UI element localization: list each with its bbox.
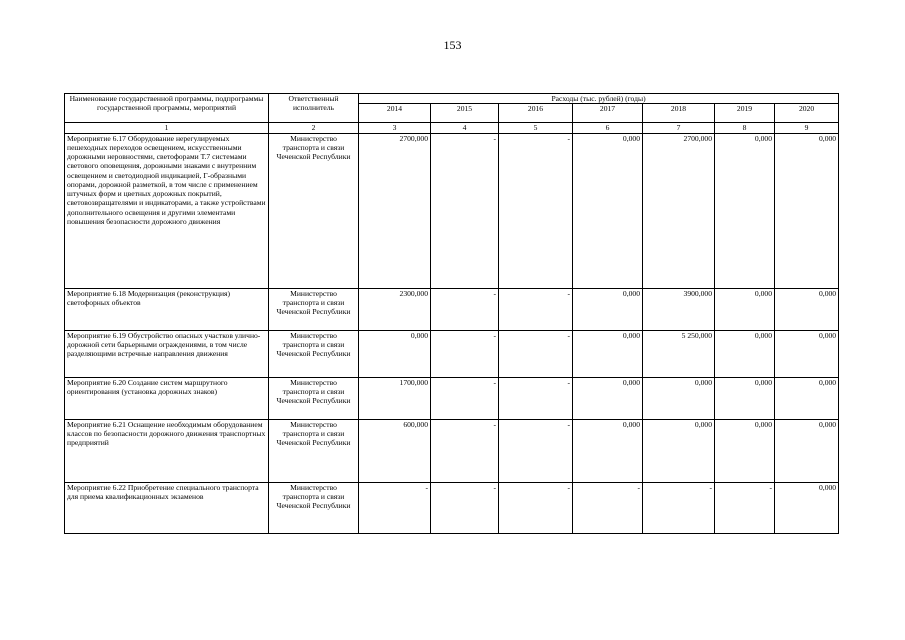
expense-value: 0,000 (775, 482, 839, 533)
expense-value: 0,000 (715, 377, 775, 419)
expense-value: 0,000 (775, 330, 839, 377)
expense-value: - (643, 482, 715, 533)
measure-name: Мероприятие 6.18 Модернизация (реконструкция) светофорных объектов (65, 288, 269, 330)
header-year: 2015 (431, 104, 499, 123)
expense-value: - (499, 377, 573, 419)
measure-executor: Министерство транспорта и связи Чеченской Республики (269, 288, 359, 330)
expense-value: 5 250,000 (643, 330, 715, 377)
expense-value: - (431, 482, 499, 533)
expense-value: - (499, 330, 573, 377)
page-number: 153 (443, 38, 462, 52)
expense-value: 0,000 (775, 288, 839, 330)
measure-executor: Министерство транспорта и связи Чеченской Республики (269, 377, 359, 419)
column-number: 8 (715, 123, 775, 133)
measure-executor: Министерство транспорта и связи Чеченской Республики (269, 419, 359, 482)
expense-value: - (431, 288, 499, 330)
header-executor-column: Ответственный исполнитель (269, 94, 359, 123)
measure-executor: Министерство транспорта и связи Чеченской Республики (269, 330, 359, 377)
expense-value: 0,000 (573, 419, 643, 482)
measure-name: Мероприятие 6.17 Оборудование нерегулируемых пешеходных переходов освещением, искусственными дорожными неровностями, светофорами Т.7 системами светового оповещения, дорожными знаками с внутренним освещением и светодиодной индикацией, Г-образными опорами, дорожной разметкой, в том числе с применением штучных форм и цветных дорожных покрытий, световозвращателями и индикаторами, а также устройствами дополнительного освещения и другими элементами повышения безопасности дорожного движения (65, 133, 269, 288)
expense-value: - (431, 377, 499, 419)
table-row (65, 482, 839, 533)
expense-value: 0,000 (715, 133, 775, 288)
column-number: 2 (269, 123, 359, 133)
expense-value: 3900,000 (643, 288, 715, 330)
expense-value: - (499, 419, 573, 482)
header-name-column: Наименование государственной программы, подпрограммы государственной программы, мероприятий (65, 94, 269, 123)
expense-value: - (573, 482, 643, 533)
expense-value: - (715, 482, 775, 533)
column-number: 7 (643, 123, 715, 133)
measure-name: Мероприятие 6.22 Приобретение специального транспорта для приема квалификационных экзаменов (65, 482, 269, 533)
expense-value: - (431, 330, 499, 377)
column-number: 3 (359, 123, 431, 133)
expense-value: 0,000 (643, 377, 715, 419)
column-number: 1 (65, 123, 269, 133)
expense-value: 2700,000 (643, 133, 715, 288)
expense-value: - (499, 133, 573, 288)
table-row (65, 288, 839, 330)
expense-value: 0,000 (775, 419, 839, 482)
measure-name: Мероприятие 6.21 Оснащение необходимым оборудованием классов по безопасности дорожного движения транспортных предприятий (65, 419, 269, 482)
measure-name: Мероприятие 6.20 Создание систем маршрутного ориентирования (установка дорожных знаков) (65, 377, 269, 419)
header-year: 2016 (499, 104, 573, 123)
table-row (65, 377, 839, 419)
expense-value: - (431, 419, 499, 482)
expense-value: - (499, 482, 573, 533)
column-number: 4 (431, 123, 499, 133)
table-row (65, 330, 839, 377)
column-number: 9 (775, 123, 839, 133)
header-expenses-group: Расходы (тыс. рублей) (годы) (359, 94, 839, 104)
column-number-row (65, 123, 839, 133)
expense-value: 0,000 (573, 377, 643, 419)
measure-executor: Министерство транспорта и связи Чеченской Республики (269, 133, 359, 288)
expense-value: 0,000 (715, 419, 775, 482)
measure-name: Мероприятие 6.19 Обустройство опасных участков улично-дорожной сети барьерными ограждениями, в том числе разделяющими встречные направления движения (65, 330, 269, 377)
expense-value: 2300,000 (359, 288, 431, 330)
header-year: 2018 (643, 104, 715, 123)
expense-value: - (359, 482, 431, 533)
expense-value: 0,000 (775, 133, 839, 288)
expense-value: 0,000 (643, 419, 715, 482)
expense-value: 0,000 (359, 330, 431, 377)
expense-value: 0,000 (573, 133, 643, 288)
expense-value: 0,000 (715, 288, 775, 330)
header-year: 2014 (359, 104, 431, 123)
header-year: 2019 (715, 104, 775, 123)
expense-value: - (499, 288, 573, 330)
expense-value: 1700,000 (359, 377, 431, 419)
expense-value: 0,000 (775, 377, 839, 419)
header-year: 2017 (573, 104, 643, 123)
budget-table (64, 93, 839, 534)
column-number: 6 (573, 123, 643, 133)
expense-value: 0,000 (573, 330, 643, 377)
expense-value: 0,000 (573, 288, 643, 330)
expense-value: 0,000 (715, 330, 775, 377)
measure-executor: Министерство транспорта и связи Чеченской Республики (269, 482, 359, 533)
column-number: 5 (499, 123, 573, 133)
expense-value: - (431, 133, 499, 288)
header-year: 2020 (775, 104, 839, 123)
expense-value: 2700,000 (359, 133, 431, 288)
table-row (65, 133, 839, 288)
expense-value: 600,000 (359, 419, 431, 482)
table-row (65, 419, 839, 482)
